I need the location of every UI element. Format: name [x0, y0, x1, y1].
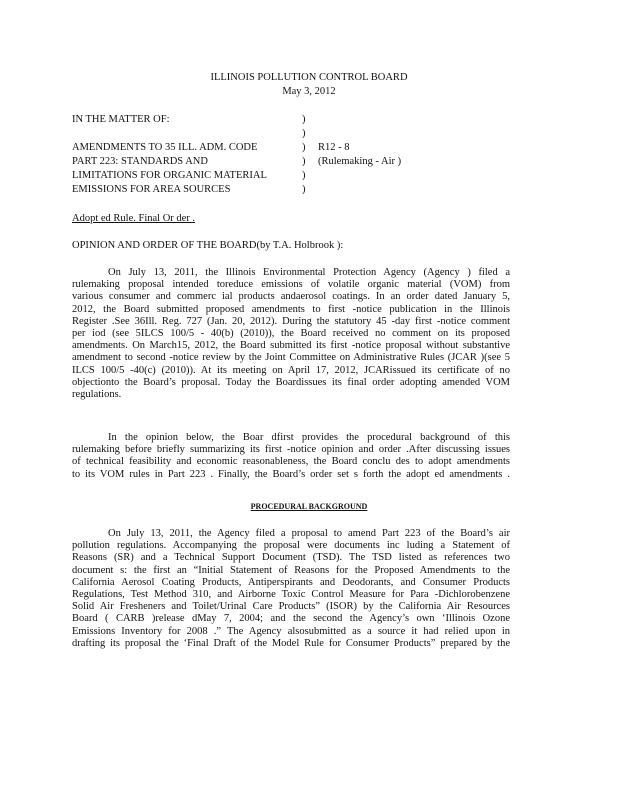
caption-bracket: ): [302, 114, 306, 125]
text-line: Emissions Inventory for 2008 .” The Agency alsosubmitted as a source it had relied upon in: [72, 625, 510, 637]
caption-bracket: ): [302, 156, 306, 167]
text-line: ILCS 100/5 -40(c) (2010)). At its meeting on April 17, 2012, JCARissued its certificate of no: [72, 364, 510, 376]
text-line: document s: the first an “Initial Statement of Reasons for the Proposed Amendments to the: [72, 564, 510, 576]
text-line: pollution regulations. Accompanying the proposal were documents inc luding a Statement of: [72, 540, 510, 552]
rulemaking-type: (Rulemaking - Air ): [318, 156, 402, 167]
text-line: rulemaking before briefly summarizing its first -notice opinion and order .After discussing issues: [72, 444, 510, 456]
text-line: rulemaking proposal intended toreduce emissions of volatile organic material (VOM) from: [72, 279, 510, 291]
text-line: Reasons (SR) and a Technical Support Document (TSD). The TSD listed as references two: [72, 552, 510, 564]
paragraph-3: [72, 528, 510, 650]
paragraph-2: [72, 432, 510, 481]
text-line: to its VOM rules in Part 223 . Finally, the Board’s order set s forth the adopt ed amendments .: [72, 468, 510, 480]
text-line: In the opinion below, the Boar dfirst provides the procedural background of this: [108, 432, 510, 443]
text-line: On July 13, 2011, the Agency filed a proposal to amend Part 223 of the Board’s air: [108, 528, 510, 539]
opinion-date: May 3, 2012: [282, 86, 336, 97]
opinion-heading: OPINION AND ORDER OF THE BOARD(by T.A. Holbrook ):: [72, 240, 344, 251]
caption-left-line: LIMITATIONS FOR ORGANIC MATERIAL: [72, 170, 267, 181]
text-line: Regulations, Test Method 310, and Airborne Toxic Control Measure for Para -Dichlorobenzene: [72, 589, 510, 601]
caption-left-line: IN THE MATTER OF:: [72, 114, 170, 125]
text-line: drafting its proposal the ‘Final Draft of the Model Rule for Consumer Products” prepared by the: [72, 637, 510, 649]
caption-left-line: AMENDMENTS TO 35 ILL. ADM. CODE: [72, 142, 258, 153]
text-line: per iod (see 5ILCS 100/5 - 40(b) (2010)), the Board received no comment on its proposed: [72, 328, 510, 340]
text-line: regulations.: [72, 389, 122, 401]
text-line: of technical feasibility and economic reasonableness, the Board conclu des to adopt amendments: [72, 456, 510, 468]
caption-bracket: ): [302, 128, 306, 139]
text-line: objectionto the Board’s proposal. Today the Boardissues its final order adopting amended VOM: [72, 376, 510, 388]
caption-left-line: EMISSIONS FOR AREA SOURCES: [72, 184, 231, 195]
paragraph-1: [72, 267, 510, 401]
caption-bracket: ): [302, 142, 306, 153]
caption-bracket: ): [302, 170, 306, 181]
board-name: ILLINOIS POLLUTION CONTROL BOARD: [210, 72, 408, 83]
adopted-rule-notice: Adopt ed Rule. Final Or der .: [72, 213, 196, 224]
text-line: various consumer and commerc ial products andaerosol coatings. In an order dated January 5,: [72, 291, 510, 303]
caption-bracket: ): [302, 184, 306, 195]
text-line: 2012, the Board submitted proposed amendments to first -notice publication in the Illinois: [72, 303, 510, 315]
text-line: Solid Air Fresheners and Toilet/Urinal Care Products” (ISOR) by the California Air Resources: [72, 601, 510, 613]
text-line: amendments. On March15, 2012, the Board submitted its first -notice proposal without substantive: [72, 340, 510, 352]
section-heading: [0, 501, 618, 513]
text-line: Register .See 36Ill. Reg. 727 (Jan. 20, 2012). During the statutory 45 -day first -notice comment: [72, 315, 510, 327]
section-heading-text: PROCEDURAL BACKGROUND: [250, 502, 368, 511]
docket-number: R12 - 8: [318, 142, 350, 153]
caption-left-line: PART 223: STANDARDS AND: [72, 156, 208, 167]
text-line: California Aerosol Coating Products, Antiperspirants and Deodorants, and Consumer Products: [72, 576, 510, 588]
text-line: On July 13, 2011, the Illinois Environmental Protection Agency (Agency ) filed a: [108, 267, 510, 278]
text-line: Board ( CARB )release dMay 7, 2004; and the second the Agency’s own ‘Illinois Ozone: [72, 613, 510, 625]
text-line: amendment to second -notice review by the Joint Committee on Administrative Rules (JCAR )(see 5: [72, 352, 510, 364]
